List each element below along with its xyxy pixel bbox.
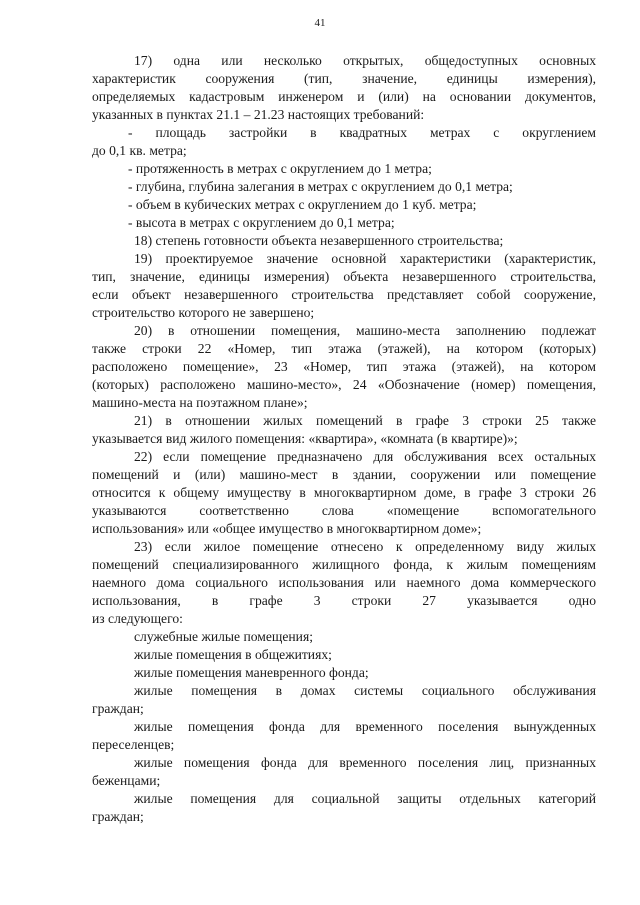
text-line: из следующего: [92,611,183,626]
text-line: тип, значение, единицы измерения) объекта незавершенного строительства, [92,269,596,284]
text-line: жилые помещения для социальной защиты отдельных категорий [134,791,596,806]
text-line: жилые помещения фонда для временного поселения вынужденных [134,719,596,734]
text-line: (которых) расположено машино-место», 24 «Обозначение (номер) помещения, [92,377,596,392]
text-line: до 0,1 кв. метра; [92,143,187,158]
text-line: если объект незавершенного строительства представляет собой сооружение, [92,287,596,302]
text-line: жилые помещения в общежитиях; [134,647,332,662]
text-line: 18) степень готовности объекта незавершенного строительства; [134,233,504,248]
page-number: 41 [314,17,326,29]
text-line: граждан; [92,809,144,824]
text-line: 20) в отношении помещения, машино-места заполнению подлежат [134,323,596,338]
text-line: указанных в пунктах 21.1 – 21.23 настоящих требований: [92,107,425,122]
text-line: помещений и (или) машино-мест в здании, сооружении или помещение [92,467,596,482]
body-text [92,52,596,826]
text-line: определяемых кадастровым инженером и (или) на основании документов, [92,89,596,104]
text-line: характеристик сооружения (тип, значение, единицы измерения), [92,71,596,86]
text-line: 21) в отношении жилых помещений в графе 3 строки 25 также [134,413,596,428]
text-line: - высота в метрах с округлением до 0,1 метра; [128,215,395,230]
text-line: переселенцев; [92,737,175,752]
text-line: расположено помещение», 23 «Номер, тип этажа (этажей), на котором [92,359,596,374]
text-line: служебные жилые помещения; [134,629,313,644]
text-line: беженцами; [92,773,161,788]
text-line: - глубина, глубина залегания в метрах с округлением до 0,1 метра; [128,179,513,194]
text-line: жилые помещения фонда для временного поселения лиц, признанных [134,755,596,770]
text-line: 17) одна или несколько открытых, общедоступных основных [134,53,596,68]
text-line: строительство которого не завершено; [92,305,315,320]
text-line: 23) если жилое помещение отнесено к определенному виду жилых [134,539,596,554]
text-line: указываются соответственно слова «помещение вспомогательного [92,503,596,518]
text-line: наемного дома социального использования или наемного дома коммерческого [92,575,596,590]
text-line: - площадь застройки в квадратных метрах с округлением [128,125,596,140]
text-line: использования» или «общее имущество в многоквартирном доме»; [92,521,482,536]
text-line: указывается вид жилого помещения: «квартира», «комната (в квартире)»; [92,431,518,446]
text-line: машино-места на поэтажном плане»; [92,395,308,410]
text-line: 19) проектируемое значение основной характеристики (характеристик, [134,251,596,266]
text-line: - протяженность в метрах с округлением до 1 метра; [128,161,432,176]
text-line: - объем в кубических метрах с округлением до 1 куб. метра; [128,197,477,212]
text-line: помещений специализированного жилищного фонда, к жилым помещениям [92,557,596,572]
text-line: жилые помещения маневренного фонда; [134,665,369,680]
text-line: относится к общему имуществу в многоквартирном доме, в графе 3 строки 26 [92,485,596,500]
text-line: граждан; [92,701,144,716]
text-line: также строки 22 «Номер, тип этажа (этажей), на котором (которых) [92,341,596,356]
text-line: использования, в графе 3 строки 27 указывается одно [92,593,596,608]
text-line: 22) если помещение предназначено для обслуживания всех остальных [134,449,596,464]
text-line: жилые помещения в домах системы социального обслуживания [134,683,596,698]
